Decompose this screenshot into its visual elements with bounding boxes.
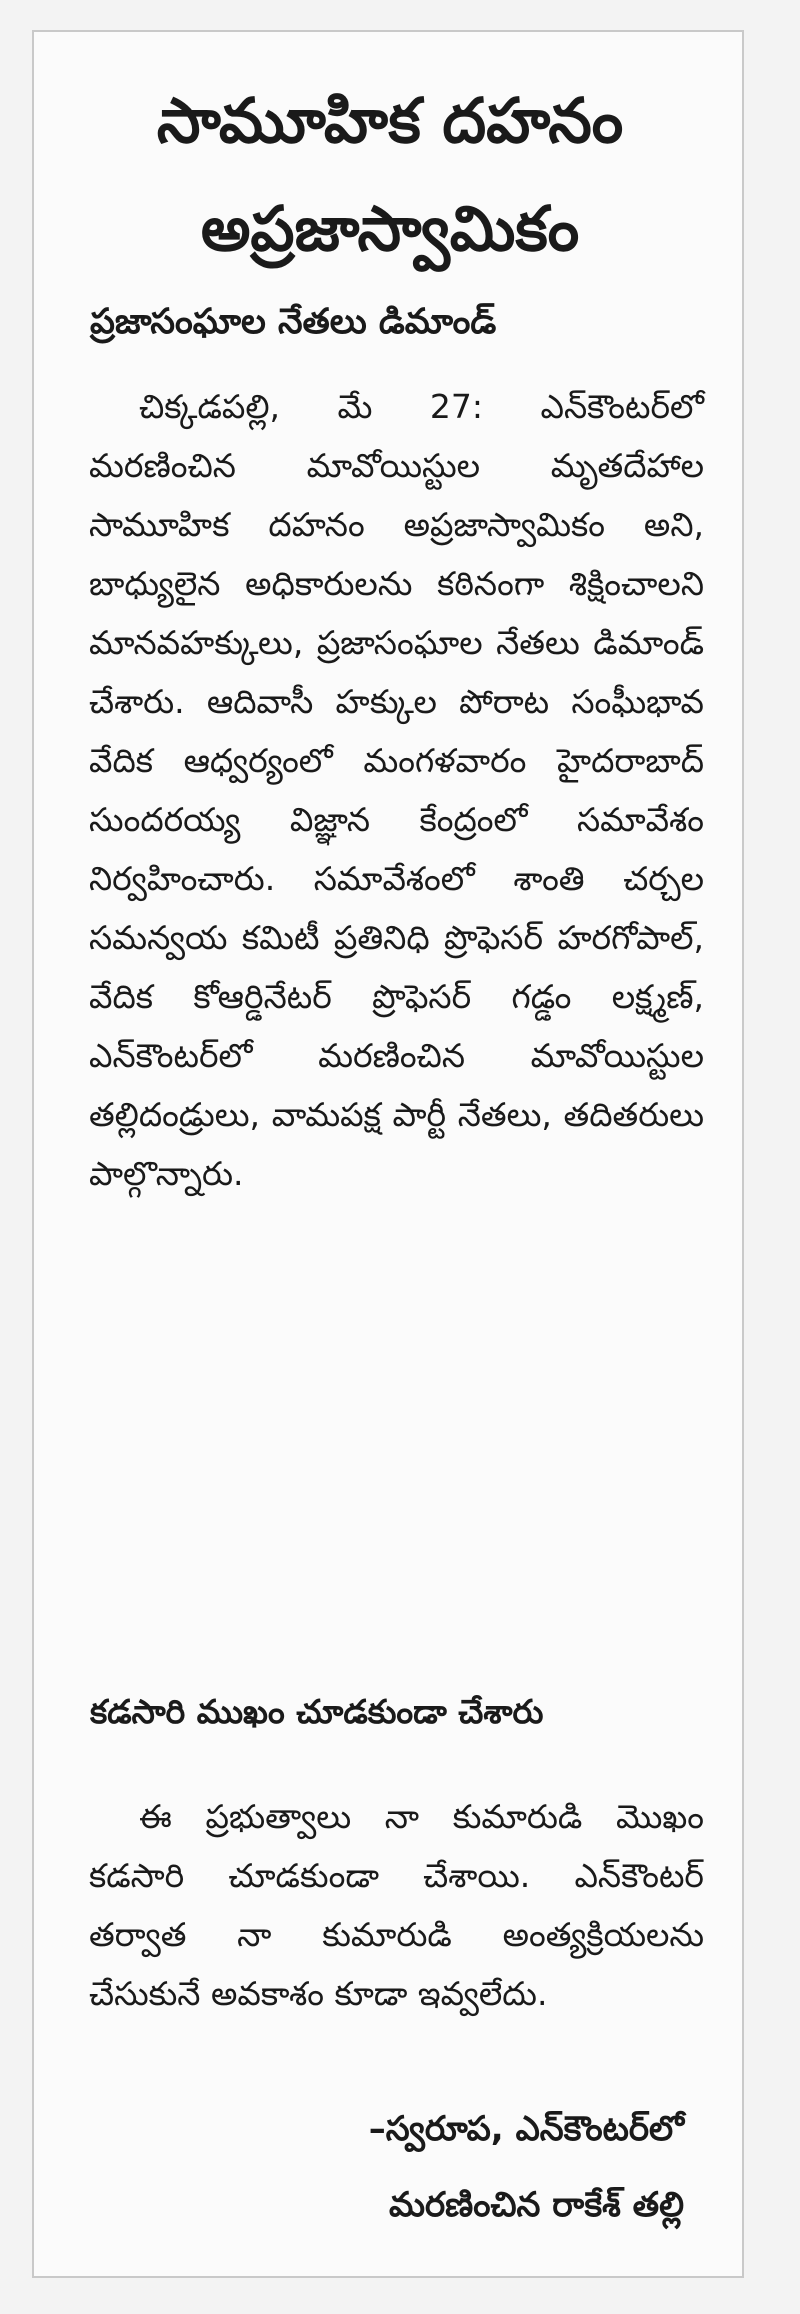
section-heading: కడసారి ముఖం చూడకుండా చేశారు bbox=[90, 1692, 544, 1731]
headline-line-1: సామూహిక దహనం bbox=[156, 84, 624, 157]
attribution-line-1: –స్వరూప, ఎన్‌కౌంటర్‌లో bbox=[368, 2109, 684, 2149]
newspaper-clipping bbox=[32, 30, 744, 2278]
subheadline: ప్రజాసంఘాల నేతలు డిమాండ్ bbox=[90, 302, 497, 342]
article-body: చిక్కడపల్లి, మే 27: ఎన్‌కౌంటర్‌లో మరణించిన మావోయిస్టుల మృతదేహాల సామూహిక దహనం అప్రజాస్వామికం అని, బాధ్యులైన అధికారులను కఠినంగా శిక్షించాలని మానవహక్కులు, ప్రజాసంఘాల నేతలు డిమాండ్ చేశారు. ఆదివాసీ హక్కుల పోరాట సంఘీభావ వేదిక ఆధ్వర్యంలో మంగళవారం హైదరాబాద్ సుందరయ్య విజ్ఞాన కేంద్రంలో సమావేశం నిర్వహించారు. సమావేశంలో శాంతి చర్చల సమన్వయ కమిటీ ప్రతినిధి ప్రొఫెసర్ హరగోపాల్, వేదిక కోఆర్డినేటర్ ప్రొఫెసర్ గడ్డం లక్ష్మణ్, ఎన్‌కౌంటర్‌లో మరణించిన మావోయిస్టుల తల్లిదండ్రులు, వామపక్ష పార్టీ నేతలు, తదితరులు పాల్గొన్నారు. bbox=[89, 387, 704, 1193]
quote-paragraph: ఈ ప్రభుత్వాలు నా కుమారుడి మొఖం కడసారి చూడకుండా చేశాయి. ఎన్‌కౌంటర్ తర్వాత నా కుమారుడి అంత్యక్రియలను చేసుకునే అవకాశం కూడా ఇవ్వలేదు. bbox=[89, 1797, 704, 2013]
headline-line-2: అప్రజాస్వామికం bbox=[200, 192, 580, 265]
attribution-line-2: మరణించిన రాకేశ్ తల్లి bbox=[389, 2185, 684, 2225]
